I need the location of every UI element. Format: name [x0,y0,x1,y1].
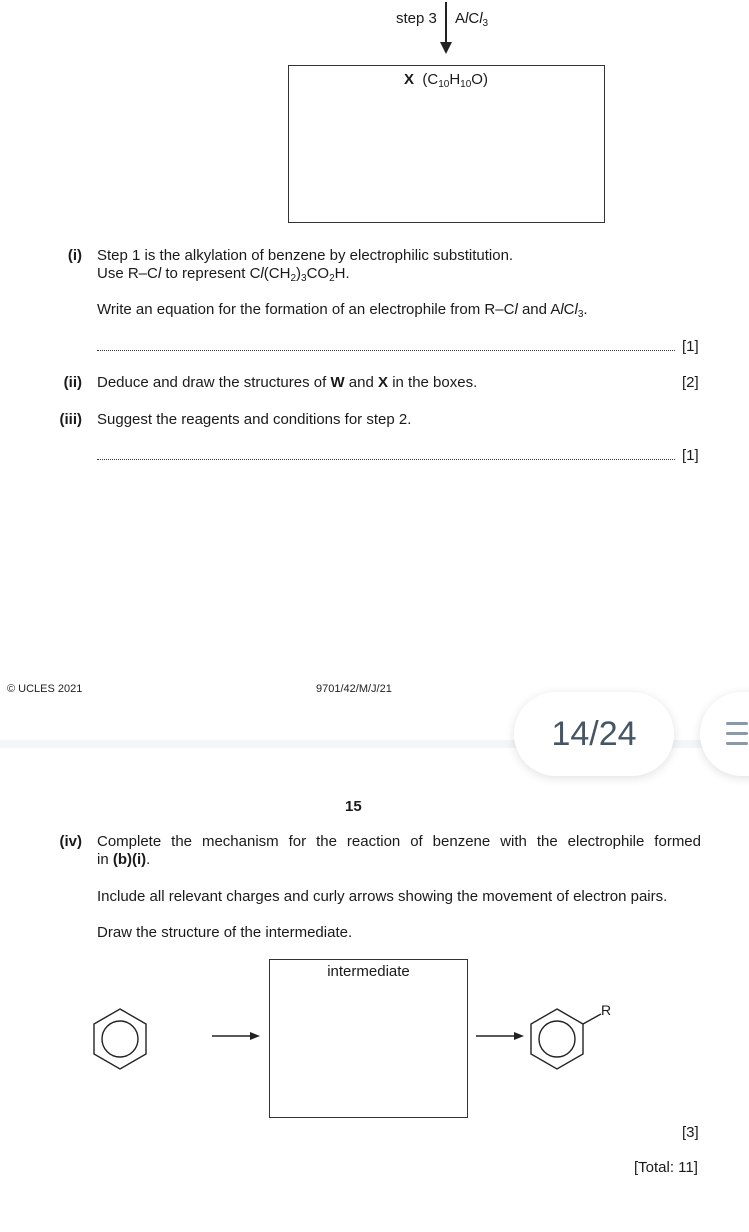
reaction-arrow-head [439,40,453,54]
question-iv-line2: in (b)(i). [97,851,151,868]
question-iv-line3: Include all relevant charges and curly arrows showing the movement of electron pairs. [97,888,668,905]
page-indicator: 14/24 [514,692,674,776]
mark-i: [1] [682,338,699,355]
question-iv-line1: Complete the mechanism for the reaction of benzene with the electrophile formed [97,833,701,850]
page-number: 15 [345,798,362,815]
question-i-line3: Write an equation for the formation of an electrophile from R–Cl and AlCl$_3$. [97,301,588,320]
question-ii-label: (ii) [63,374,82,391]
mark-iv: [3] [682,1124,699,1141]
benzene-structure [90,1006,150,1072]
r-group-label: R [601,1002,612,1018]
question-iv-line4: Draw the structure of the intermediate. [97,924,353,941]
reaction-arrow-shaft [445,2,447,44]
question-ii-text: Deduce and draw the structures of W and X in the boxes. [97,374,478,391]
step3-label: step 3 [396,10,437,27]
menu-icon [726,722,748,725]
menu-icon-line [726,732,748,735]
question-i-line2: Use R–Cl to represent $Cl(CH_2)_3CO_2H$. [97,265,350,284]
mechanism-arrow-1 [210,1030,262,1042]
copyright: © UCLES 2021 [7,683,83,695]
question-iii-text: Suggest the reagents and conditions for step 2. [97,411,412,428]
paper-code: 9701/42/M/J/21 [316,683,392,695]
step3-reagent: AlCl$_3$ [455,10,489,29]
intermediate-label: intermediate [327,963,410,980]
menu-button[interactable] [700,692,749,776]
question-i-label: (i) [67,247,82,264]
answer-line-i[interactable] [97,350,675,351]
menu-icon-line [726,742,748,745]
question-iv-label: (iv) [59,833,82,850]
answer-line-iii[interactable] [97,459,675,460]
mechanism-arrow-2 [474,1030,526,1042]
intermediate-box[interactable] [269,959,468,1118]
box-x-label: X $(C_{10}H_{10}O)$ [404,71,488,90]
mark-ii: [2] [682,374,699,391]
question-i-line1: Step 1 is the alkylation of benzene by electrophilic substitution. [97,247,514,264]
mark-iii: [1] [682,447,699,464]
total-mark: [Total: 11] [634,1159,698,1176]
question-iii-label: (iii) [59,411,82,428]
